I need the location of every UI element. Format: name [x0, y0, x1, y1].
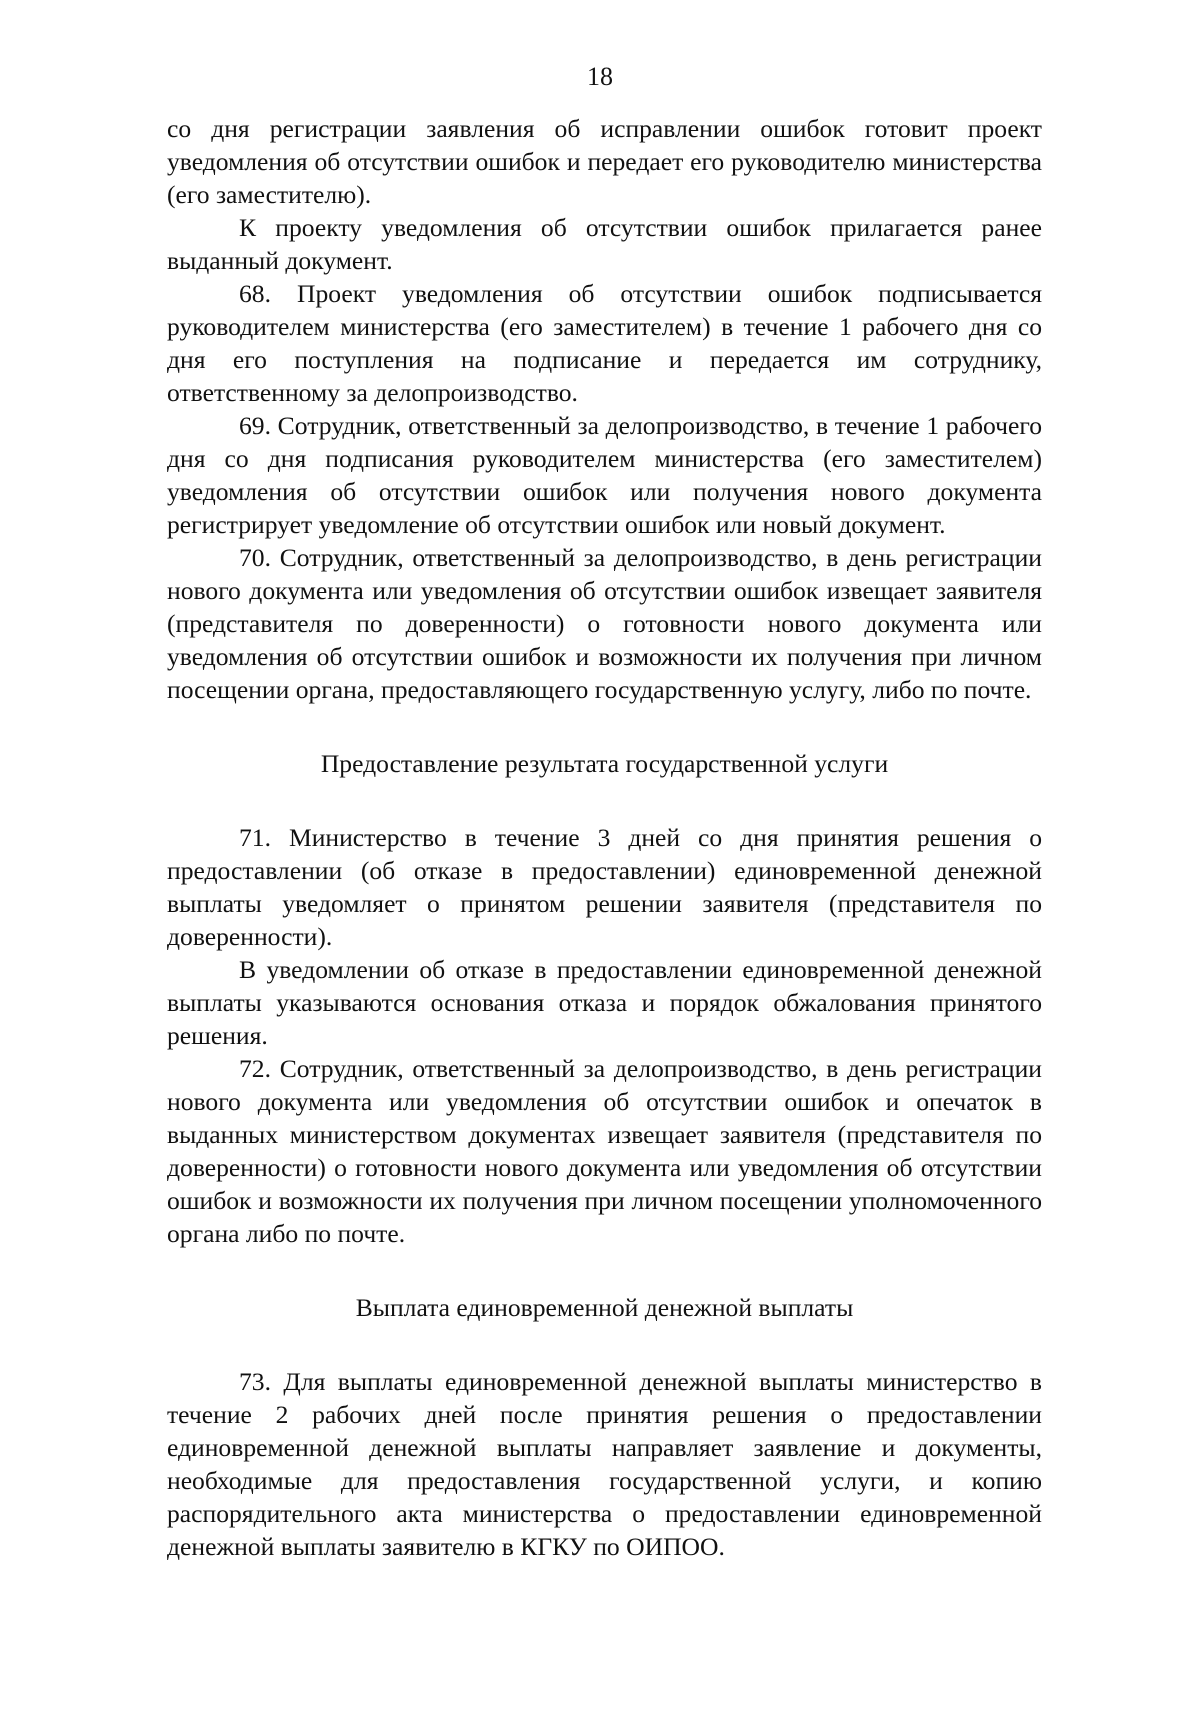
paragraph-68: 68. Проект уведомления об отсутствии ошибок подписывается руководителем министерства (его заместителем) в течение 1 рабочего дня со дня его поступления на подписание и передается им сотруднику, ответственному за делопроизводство.	[167, 279, 1042, 407]
paragraph-continuation: со дня регистрации заявления об исправлении ошибок готовит проект уведомления об отсутствии ошибок и передает его руководителю министерства (его заместителю).	[167, 114, 1042, 209]
document-body	[167, 112, 1042, 1563]
paragraph-73: 73. Для выплаты единовременной денежной выплаты министерство в течение 2 рабочих дней после принятия решения о предоставлении единовременной денежной выплаты направляет заявление и документы, необходимые для предоставления государственной услуги, и копию распорядительного акта министерства о предоставлении единовременной денежной выплаты заявителю в КГКУ по ОИПОО.	[167, 1367, 1042, 1561]
paragraph-71: 71. Министерство в течение 3 дней со дня принятия решения о предоставлении (об отказе в предоставлении) единовременной денежной выплаты уведомляет о принятом решении заявителя (представителя по доверенности).	[167, 823, 1042, 951]
spacer	[167, 1324, 1042, 1365]
section-heading-result: Предоставление результата государственной услуги	[320, 749, 889, 778]
paragraph-72: 72. Сотрудник, ответственный за делопроизводство, в день регистрации нового документа или уведомления об отсутствии ошибок и опечаток в выданных министерством документах извещает заявителя (представителя по доверенности) о готовности нового документа или уведомления об отсутствии ошибок и возможности их получения при личном посещении уполномоченного органа либо по почте.	[167, 1054, 1042, 1248]
paragraph-attachment-note: К проекту уведомления об отсутствии ошибок прилагается ранее выданный документ.	[167, 213, 1042, 275]
spacer	[167, 706, 1042, 747]
paragraph-70: 70. Сотрудник, ответственный за делопроизводство, в день регистрации нового документа или уведомления об отсутствии ошибок извещает заявителя (представителя по доверенности) о готовности нового документа или уведомления об отсутствии ошибок и возможности их получения при личном посещении органа, предоставляющего государственную услугу, либо по почте.	[167, 543, 1042, 704]
spacer	[167, 1250, 1042, 1291]
paragraph-69: 69. Сотрудник, ответственный за делопроизводство, в течение 1 рабочего дня со дня подписания руководителем министерства (его заместителем) уведомления об отсутствии ошибок или получения нового документа регистрирует уведомление об отсутствии ошибок или новый документ.	[167, 411, 1042, 539]
spacer	[167, 780, 1042, 821]
page-number: 18	[587, 62, 613, 91]
paragraph-refusal-note: В уведомлении об отказе в предоставлении единовременной денежной выплаты указываются основания отказа и порядок обжалования принятого решения.	[167, 955, 1042, 1050]
section-heading-payment: Выплата единовременной денежной выплаты	[355, 1293, 854, 1322]
